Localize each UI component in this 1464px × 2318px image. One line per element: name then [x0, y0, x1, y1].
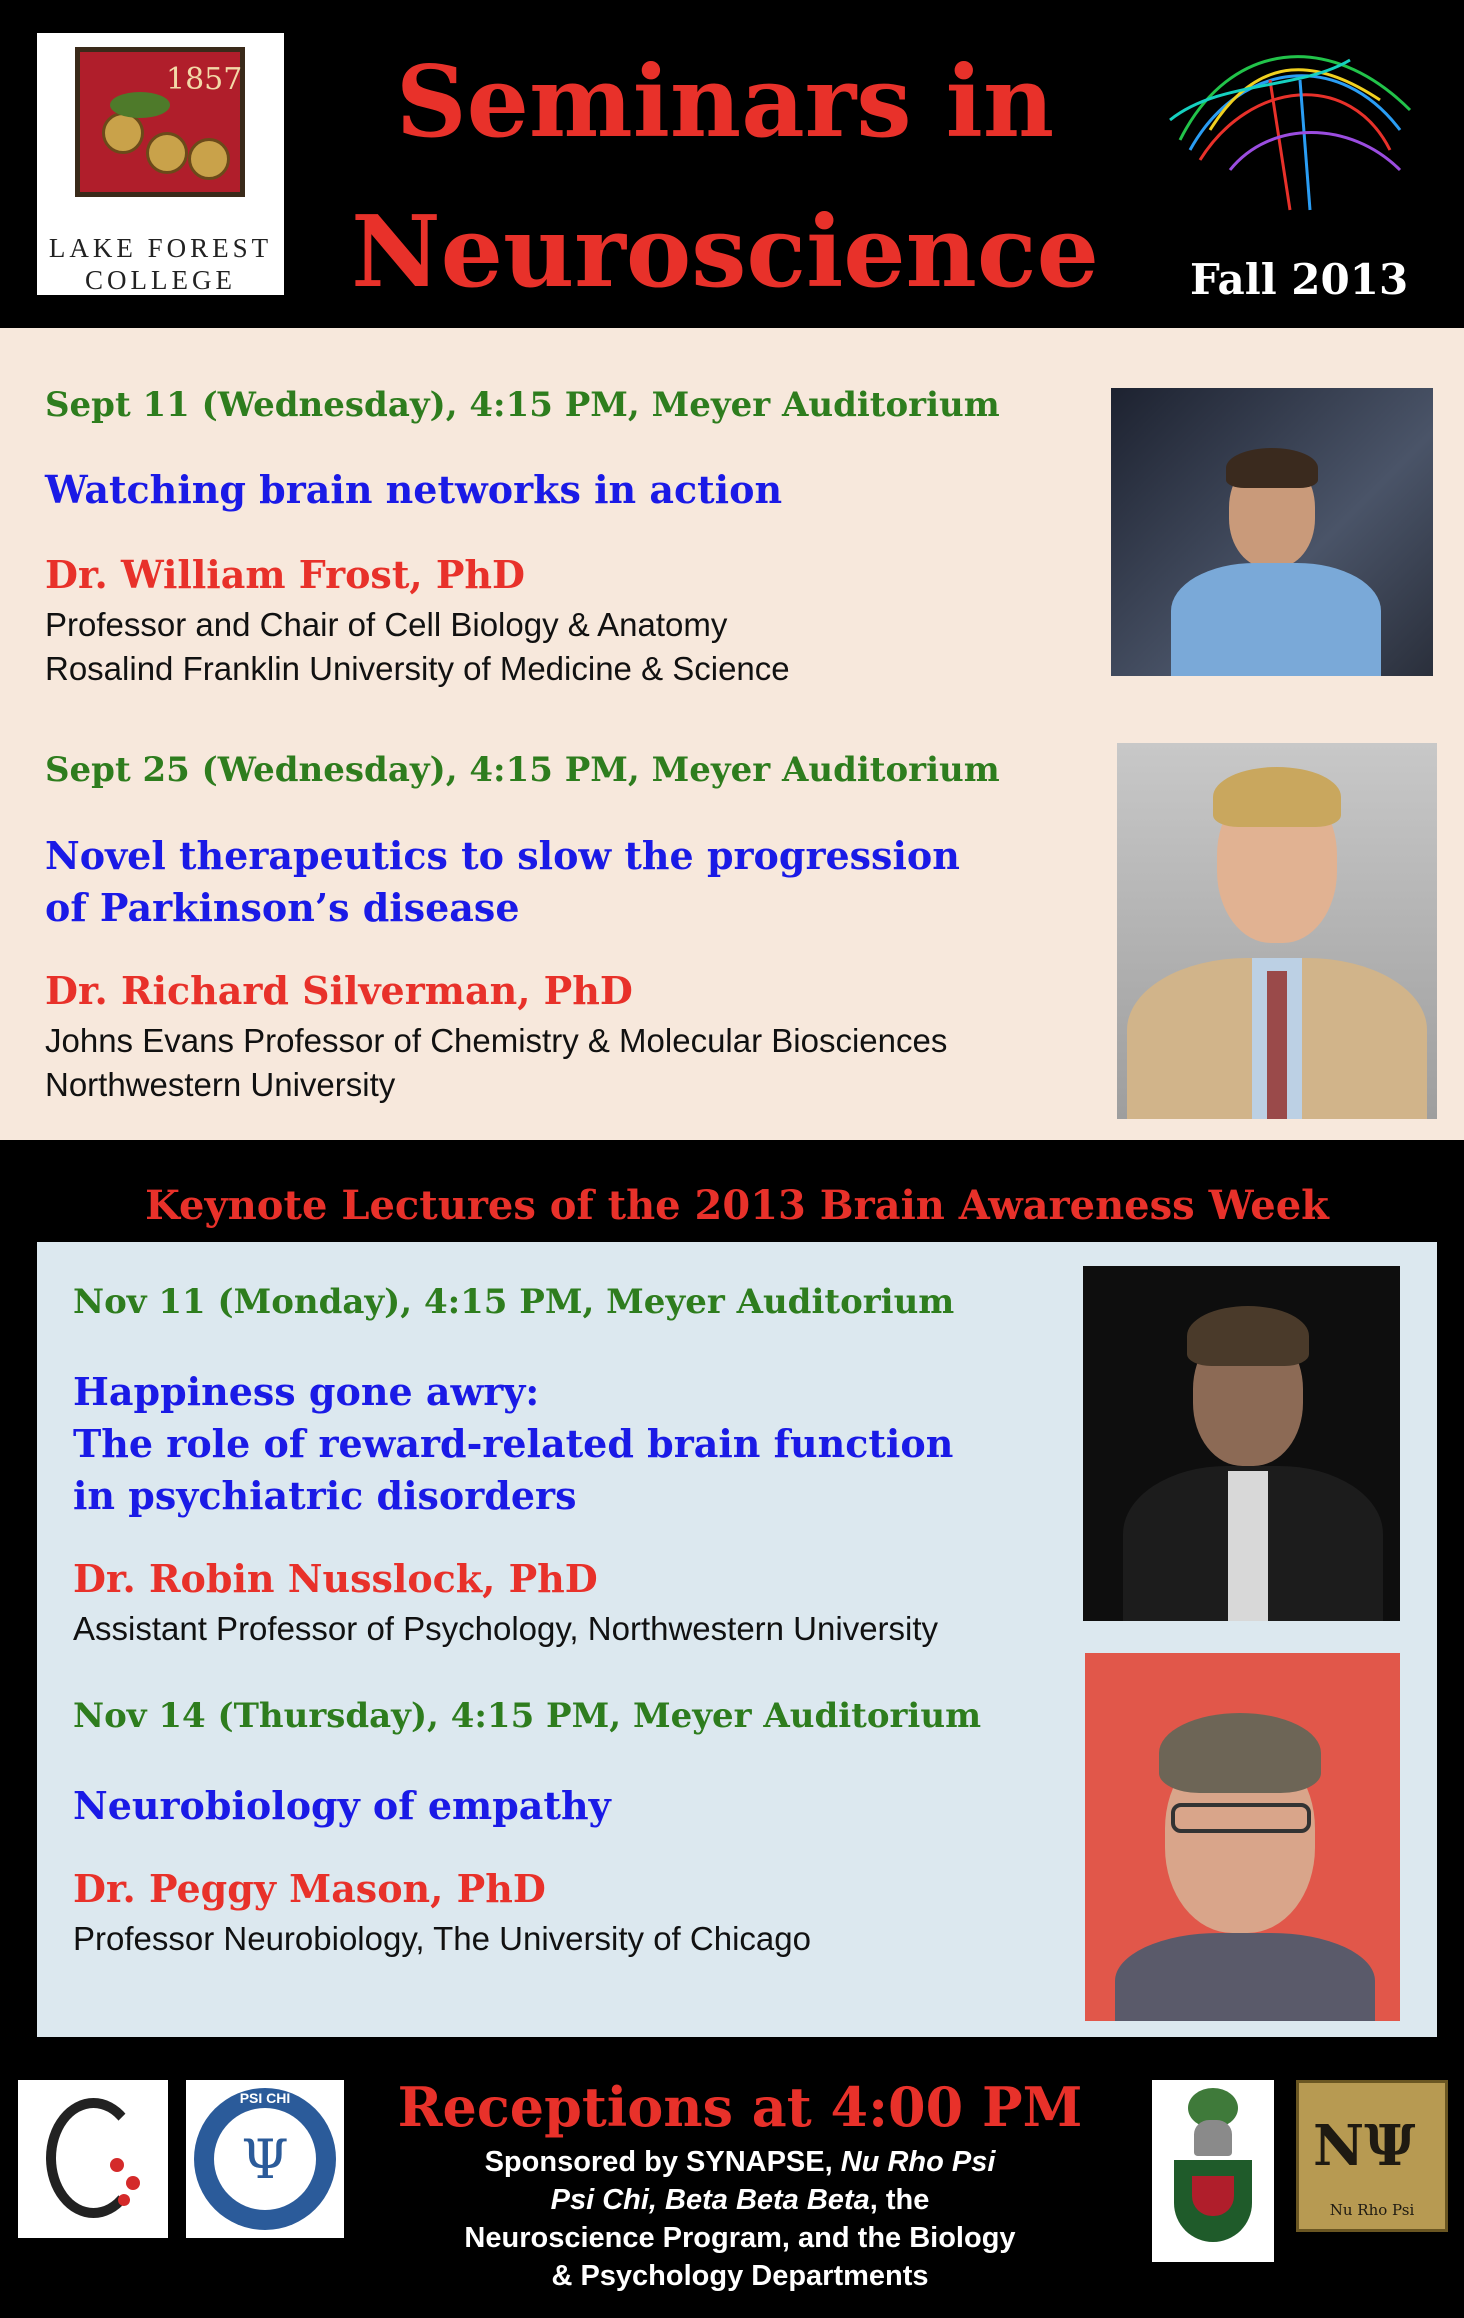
seminar-speaker: Dr. William Frost, PhD [45, 552, 525, 597]
keynote-title: Happiness gone awry: [73, 1369, 540, 1414]
college-shield-icon [75, 47, 245, 197]
page-title-line2: Neuroscience [351, 195, 1099, 310]
speaker-affiliation: Rosalind Franklin University of Medicine & Science [45, 650, 790, 687]
sponsor-line: & Psychology Departments [551, 2260, 929, 2292]
acorn-icon [188, 138, 230, 180]
keynote-title: The role of reward-related brain function [73, 1421, 954, 1466]
keynote-date: Nov 14 (Thursday), 4:15 PM, Meyer Auditorium [73, 1696, 982, 1736]
keynote-heading: Keynote Lectures of the 2013 Brain Awareness Week [145, 1182, 1329, 1229]
speaker-affiliation: Professor and Chair of Cell Biology & Anatomy [45, 606, 728, 643]
speaker-photo-nusslock [1083, 1266, 1400, 1621]
seminar-speaker: Dr. Richard Silverman, PhD [45, 968, 633, 1013]
seminar-title: of Parkinson’s disease [45, 885, 520, 930]
sponsor-line: Psi Chi, Beta Beta Beta, the [550, 2184, 930, 2216]
page-title-line1: Seminars in [395, 45, 1055, 160]
speaker-photo-mason [1085, 1653, 1400, 2021]
keynote-title: Neurobiology of empathy [73, 1783, 611, 1828]
keynote-date: Nov 11 (Monday), 4:15 PM, Meyer Auditorium [73, 1282, 955, 1322]
keynote-speaker: Dr. Robin Nusslock, PhD [73, 1556, 598, 1601]
seminar-title: Watching brain networks in action [45, 467, 783, 512]
speaker-photo-frost [1111, 388, 1433, 676]
psi-chi-logo [186, 2080, 344, 2238]
speaker-affiliation: Northwestern University [45, 1066, 396, 1103]
keynote-heading-bar [37, 1170, 1437, 1242]
speaker-photo-silverman [1117, 743, 1437, 1119]
acorn-icon [146, 132, 188, 174]
helmet-icon [1194, 2120, 1232, 2156]
beta-beta-beta-crest-logo [1152, 2080, 1274, 2262]
term-label: Fall 2013 [1190, 255, 1409, 304]
sponsor-line: Neuroscience Program, and the Biology [464, 2222, 1016, 2254]
college-year: 1857 [166, 62, 243, 97]
nu-rho-psi-label: Nu Rho Psi [1329, 2201, 1415, 2219]
nu-rho-psi-emblem-icon: NΨ [1313, 2113, 1416, 2179]
keynote-title: in psychiatric disorders [73, 1473, 577, 1518]
college-name-line1: LAKE FOREST [48, 233, 273, 263]
keynote-speaker: Dr. Peggy Mason, PhD [73, 1866, 546, 1911]
synapse-logo [18, 2080, 168, 2238]
seminar-date: Sept 11 (Wednesday), 4:15 PM, Meyer Auditorium [45, 385, 1000, 425]
nu-rho-psi-logo [1296, 2080, 1448, 2232]
brain-tractography-image [1150, 20, 1440, 220]
college-name-line2: COLLEGE [85, 265, 236, 295]
seminar-title: Novel therapeutics to slow the progression [45, 833, 960, 878]
sponsor-line: Sponsored by SYNAPSE, Nu Rho Psi [484, 2146, 996, 2178]
seminar-date: Sept 25 (Wednesday), 4:15 PM, Meyer Auditorium [45, 750, 1000, 790]
speaker-affiliation: Assistant Professor of Psychology, Northwestern University [73, 1610, 939, 1647]
psi-chi-label: PSI CHI [239, 2090, 291, 2106]
acorn-icon [102, 112, 144, 154]
leaf-icon [110, 92, 170, 118]
speaker-affiliation: Professor Neurobiology, The University of Chicago [73, 1920, 811, 1957]
reception-heading: Receptions at 4:00 PM [397, 2075, 1083, 2139]
speaker-affiliation: Johns Evans Professor of Chemistry & Molecular Biosciences [45, 1022, 948, 1059]
psi-symbol-icon: Ψ [241, 2128, 289, 2191]
lake-forest-college-logo [37, 33, 284, 295]
